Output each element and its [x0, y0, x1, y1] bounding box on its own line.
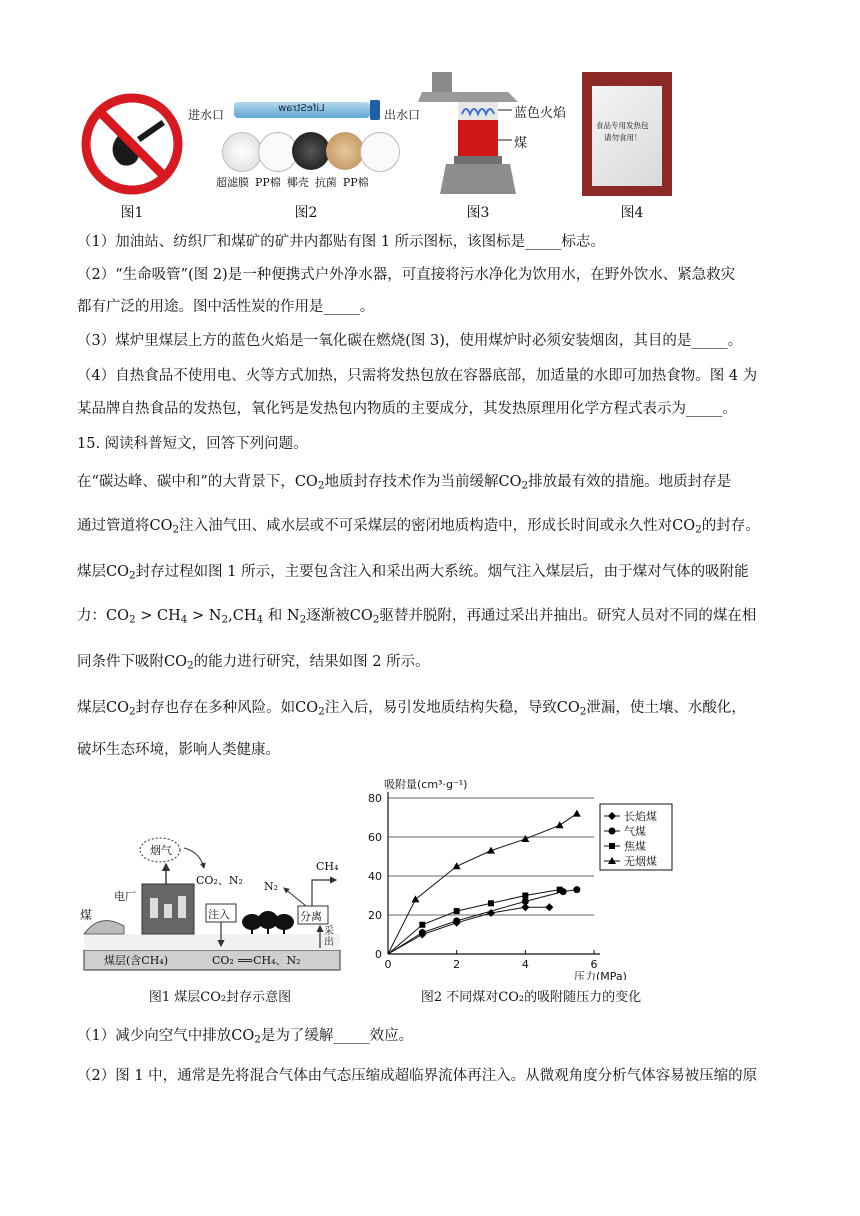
data-point-square [522, 893, 528, 899]
chem-co2: $CO_2$ [498, 474, 529, 492]
filter-layer-antibacterial [326, 132, 364, 170]
filter-layer-coconut-carbon [292, 132, 330, 170]
q14-line-5: （4）自热食品不使用电、火等方式加热，只需将发热包放在容器底部，加适量的水即可加热食物。图 4 为 [77, 368, 758, 384]
outlet-label: 出水口 [384, 108, 421, 122]
chem-co2: $CO_2$ [349, 608, 380, 626]
figure-4-caption: 图4 [620, 205, 644, 221]
data-point-square [454, 908, 460, 914]
y-tick-label: 60 [368, 831, 382, 844]
layer-label-2: PP棉 [255, 176, 281, 189]
chem-n2: $N_2$ [208, 608, 229, 626]
straw-brand: LifeStraw [278, 103, 325, 114]
layer-label-5: PP棉 [342, 176, 369, 189]
adsorption-chart-svg [352, 770, 688, 980]
series-3 [388, 810, 581, 954]
data-point-square [419, 922, 425, 928]
y-tick-label: 0 [375, 948, 382, 961]
chem-co2: $CO_2$ [556, 700, 587, 718]
y-axis-label: 吸附量(cm³·g⁻¹) [384, 778, 468, 791]
chem-co2: $CO_2$ [672, 518, 702, 536]
chem-co2: $CO_2$ [106, 564, 136, 582]
q15-para-line-7: 破坏生态环境，影响人类健康。 [77, 742, 280, 758]
diagram-plant-label: 电厂 [114, 890, 136, 903]
x-tick-label: 4 [521, 958, 529, 971]
data-point-circle [419, 929, 426, 936]
q14-line-1: （1）加油站、纺织厂和煤矿的矿井内都贴有图 1 所示图标，该图标是_____标志。 [77, 234, 605, 250]
filter-layer-pp-cotton-2 [360, 132, 400, 172]
legend-label: 无烟煤 [624, 855, 657, 868]
diagram-ch4-label: CH₄ [316, 860, 339, 873]
q15-title: 15. 阅读科普短文，回答下列问题。 [77, 436, 308, 452]
x-tick-label: 6 [590, 958, 598, 971]
figure-3-coal-stove [418, 70, 578, 196]
data-point-circle [453, 917, 460, 924]
q15-para-line-1: 在“碳达峰、碳中和”的大背景下，$CO_2$地质封存技术作为当前缓解$CO_2$排放最有效的措施。地质封存是 [77, 474, 732, 492]
figure-3-caption: 图3 [466, 205, 490, 221]
coal-label: 煤 [514, 136, 528, 151]
data-point-triangle [556, 821, 564, 828]
series-1 [388, 886, 580, 954]
x-tick-label: 0 [384, 958, 392, 971]
figure-4-heating-pack [582, 72, 672, 196]
q14-line-6: 某品牌自热食品的发热包，氧化钙是发热包内物质的主要成分，其发热原理用化学方程式表示为_____。 [77, 401, 737, 417]
q15-para-line-5: 同条件下吸附$CO_2$的能力进行研究，结果如图 2 所示。 [77, 654, 430, 672]
y-tick-label: 40 [368, 870, 382, 883]
blue-flame-label: 蓝色火焰 [514, 106, 567, 121]
chem-ch4: $CH_4$ [157, 608, 188, 626]
figure-2-life-straw [188, 96, 428, 192]
series-0 [388, 903, 553, 954]
legend-label: 焦煤 [624, 840, 646, 853]
q14-line-4: （3）煤炉里煤层上方的蓝色火焰是一氧化碳在燃烧(图 3)，使用煤炉时必须安装烟囱，其目的是_____。 [77, 333, 743, 349]
filter-layer-ultrafiltration [222, 132, 262, 172]
legend-label: 气煤 [624, 825, 646, 838]
data-point-triangle [411, 895, 419, 902]
diagram-gas-label: CO₂、N₂ [196, 874, 243, 887]
inlet-label: 进水口 [188, 108, 225, 122]
chem-co2: $CO_2$ [164, 654, 194, 672]
q15-para-line-6: 煤层$CO_2$封存也存在多种风险。如$CO_2$注入后，易引发地质结构失稳，导致$CO_2$泄漏，使土壤、水酸化， [77, 700, 746, 718]
data-point-square [488, 900, 494, 906]
series-line [388, 907, 549, 954]
figure-1-caption: 图1 [120, 205, 144, 221]
x-axis-label: 压力(MPa) [574, 970, 627, 980]
layer-label-1: 超滤膜 [216, 176, 249, 189]
chem-n2: $N_2$ [286, 608, 307, 626]
figure-1-no-fire-sign [80, 92, 184, 196]
diagram-extract-label: 采出 [324, 926, 334, 948]
diagram-separate-label: 分离 [300, 910, 322, 923]
series-2 [388, 887, 563, 954]
q15-question-2: （2）图 1 中，通常是先将混合气体由气态压缩成超临界流体再注入。从微观角度分析气体容易被压缩的原 [77, 1068, 758, 1084]
data-point-triangle [521, 835, 529, 842]
diagram-n2-label: N₂ [264, 880, 279, 893]
data-point-circle [573, 886, 580, 893]
data-point-circle [522, 898, 529, 905]
diagram-inject-label: 注入 [208, 908, 230, 921]
q15-para-line-4: 力：$CO_2 > CH_4 > N_2,CH_4$ 和 $N_2$逐渐被$CO_2$驱替并脱附，再通过采出并抽出。研究人员对不同的煤在相 [77, 608, 757, 626]
q14-line-3: 都有广泛的用途。图中活性炭的作用是_____。 [77, 299, 375, 315]
packet-text-2: 请勿食用！ [604, 133, 642, 142]
diagram-reaction-label: CO₂ ⟹CH₄、N₂ [212, 954, 301, 967]
q15-para-line-3: 煤层$CO_2$封存过程如图 1 所示，主要包含注入和采出两大系统。烟气注入煤层后，由于煤对气体的吸附能 [77, 564, 749, 582]
data-point-triangle [573, 810, 581, 817]
diagram-flue-label: 烟气 [150, 844, 172, 857]
chem-co2: $CO_2$ [106, 700, 136, 718]
packet-text-1: 食品专用发热包 [596, 121, 649, 130]
data-point-square [609, 843, 615, 849]
straw-cap [370, 100, 380, 120]
diagram-seam-label: 煤层(含CH₄) [104, 954, 169, 967]
chem-ch4: $CH_4$ [232, 608, 264, 626]
legend-label: 长焰煤 [624, 810, 657, 823]
q15-question-1: （1）减少向空气中排放$CO_2$是为了缓解_____效应。 [77, 1028, 414, 1046]
trees-icon [242, 911, 294, 934]
x-tick-label: 2 [453, 958, 461, 971]
data-point-square [557, 887, 563, 893]
data-point-circle [609, 828, 616, 835]
data-point-triangle [453, 862, 461, 869]
y-tick-label: 20 [368, 909, 382, 922]
chem-co2: $CO_2$ [149, 518, 180, 536]
q15-para-line-2: 通过管道将$CO_2$注入油气田、咸水层或不可采煤层的密闭地质构造中，形成长时间或永久性对$CO_2$的封存。 [77, 518, 760, 536]
figure-2-caption: 图2 [294, 205, 318, 221]
layer-label-3: 椰壳 [286, 176, 309, 189]
diagram-1-caption: 图1 煤层CO₂封存示意图 [148, 990, 292, 1005]
chem-co2: $CO_2$ [231, 1028, 261, 1046]
adsorption-chart [352, 770, 688, 980]
series-line [388, 814, 577, 954]
chart-caption: 图2 不同煤对CO₂的吸附随压力的变化 [420, 990, 642, 1005]
chem-co2: $CO_2$ [295, 700, 325, 718]
chem-co2: $CO_2$ [294, 474, 325, 492]
data-point-diamond [545, 903, 553, 911]
y-tick-label: 80 [368, 792, 382, 805]
chem-co2: $CO_2$ [106, 608, 136, 626]
diagram-coal-label: 煤 [80, 908, 93, 922]
q14-line-2: （2）“生命吸管”(图 2)是一种便携式户外净水器，可直接将污水净化为饮用水，在野外饮水、紧急救灾 [77, 267, 736, 283]
figure-co2-storage-diagram [80, 826, 344, 976]
layer-label-4: 抗菌 [314, 176, 337, 189]
